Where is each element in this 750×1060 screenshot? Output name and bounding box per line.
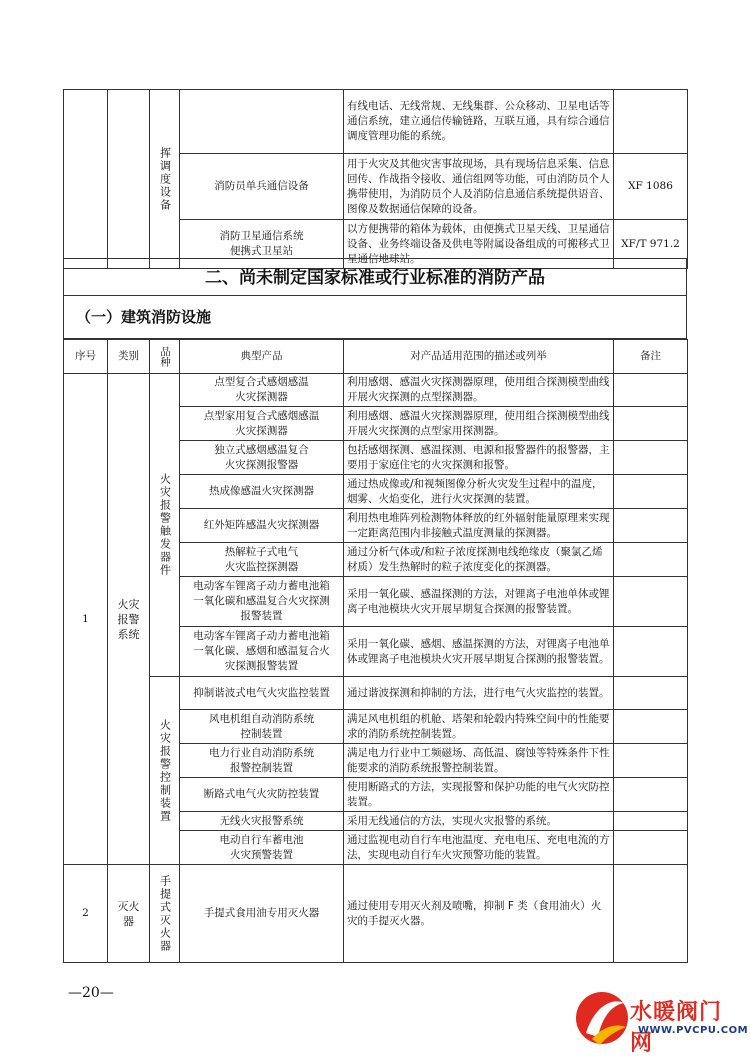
desc-cell: 利用热电堆阵列检测物体释放的红外辐射能量原理来实现一定距离范围内非接触式温度测量的探测器。 xyxy=(344,509,614,543)
header-desc: 对产品适用范围的描述或列举 xyxy=(344,340,614,374)
watermark-name: 水暖阀门网 xyxy=(630,1000,723,1056)
note-cell xyxy=(614,407,688,441)
note-cell: XF/T 971.2 xyxy=(614,220,688,269)
product-cell: 热成像感温火灾探测器 xyxy=(180,475,344,509)
desc-cell: 使用断路式的方法，实现报警和保护功能的电气火灾防控装置。 xyxy=(344,778,614,812)
desc-cell: 通过分析气体或/和粒子浓度探测电线绝缘皮（聚氯乙烯材质）发生热解时的粒子浓度变化的探测器。 xyxy=(344,543,614,577)
desc-cell: 满足风电机组的机舱、塔架和轮毂内特殊空间中的性能要求的消防系统控制装置。 xyxy=(344,710,614,744)
kind-control: 火灾报警控制装置 xyxy=(150,677,180,865)
note-cell xyxy=(614,710,688,744)
note-cell xyxy=(614,509,688,543)
page-number: —20— xyxy=(68,985,114,1001)
product-cell: 抑制谐波式电气火灾监控装置 xyxy=(180,677,344,710)
header-kind: 品种 xyxy=(150,340,180,374)
communication-equipment-table xyxy=(63,89,688,269)
header-type: 类别 xyxy=(108,340,150,374)
desc-cell: 利用感烟、感温火灾探测器原理，使用组合探测模型曲线开展火灾探测的点型家用探测器。 xyxy=(344,407,614,441)
desc-cell: 采用一氧化碳、感烟、感温探测的方法，对锂离子电池单体或锂离子电池模块火灾开展早期复合探测的报警装置。 xyxy=(344,627,614,677)
watermark xyxy=(572,985,749,1056)
desc-cell: 通过监视电动自行车电池温度、充电电压、充电电流的方法，实现电动自行车火灾预警功能的装置。 xyxy=(344,831,614,865)
product-cell: 电力行业自动消防系统 报警控制装置 xyxy=(180,744,344,778)
section-title: 二、尚未制定国家标准或行业标准的消防产品 xyxy=(63,258,687,296)
group-no: 2 xyxy=(64,865,108,963)
fire-products-table xyxy=(63,339,688,963)
group-no: 1 xyxy=(64,374,108,865)
header-product: 典型产品 xyxy=(180,340,344,374)
header-note: 备注 xyxy=(614,340,688,374)
note-cell xyxy=(614,374,688,407)
subsection-title: （一）建筑消防设施 xyxy=(63,296,687,339)
desc-cell: 包括感烟探测、感温探测、电源和报警器件的报警器，主要用于家庭住宅的火灾探测和报警。 xyxy=(344,441,614,475)
note-cell xyxy=(614,90,688,154)
note-cell xyxy=(614,744,688,778)
product-cell: 电动自行车蓄电池 火灾预警装置 xyxy=(180,831,344,865)
product-cell: 独立式感烟感温复合 火灾探测报警器 xyxy=(180,441,344,475)
product-cell: 断路式电气火灾防控装置 xyxy=(180,778,344,812)
product-cell: 热解粒子式电气 火灾监控探测器 xyxy=(180,543,344,577)
group-type: 火灾 报警 系统 xyxy=(108,374,150,865)
watermark-url: WWW.PVCPU.COM xyxy=(638,1025,749,1036)
desc-cell: 有线电话、无线常规、无线集群、公众移动、卫星电话等通信系统，建立通信传输链路，互联互通，具有综合通信调度管理功能的系统。 xyxy=(344,90,614,154)
watermark-logo-icon xyxy=(572,987,632,1049)
product-cell: 消防卫星通信系统 便携式卫星站 xyxy=(180,220,344,269)
kind-extinguisher: 手提式灭火器 xyxy=(150,865,180,963)
product-cell: 无线火灾报警系统 xyxy=(180,812,344,831)
product-cell: 红外矩阵感温火灾探测器 xyxy=(180,509,344,543)
desc-cell: 满足电力行业中工频磁场、高低温、腐蚀等特殊条件下性能要求的消防系统报警控制装置。 xyxy=(344,744,614,778)
desc-cell: 用于火灾及其他灾害事故现场，具有现场信息采集、信息回传、作战指令接收、通信组网等功能，可由消防员个人携带使用，为消防员个人及消防信息通信系统提供语音、图像及数据通信保障的设备。 xyxy=(344,154,614,220)
note-cell xyxy=(614,831,688,865)
note-cell xyxy=(614,543,688,577)
product-cell: 电动客车锂离子动力蓄电池箱 一氧化碳、感烟和感温复合火 灾探测报警装置 xyxy=(180,627,344,677)
product-cell: 手提式食用油专用灭火器 xyxy=(180,865,344,963)
empty-no-cell xyxy=(64,90,108,269)
desc-cell: 利用感烟、感温火灾探测器原理，使用组合探测模型曲线开展火灾探测的点型探测器。 xyxy=(344,374,614,407)
desc-cell: 以方便携带的箱体为载体，由便携式卫星天线、卫星通信设备、业务终端设备及供电等附属设备组成的可搬移式卫星通信地球站。 xyxy=(344,220,614,269)
note-cell: XF 1086 xyxy=(614,154,688,220)
group-type: 灭火 器 xyxy=(108,865,150,963)
note-cell xyxy=(614,677,688,710)
product-cell: 点型家用复合式感烟感温 火灾探测器 xyxy=(180,407,344,441)
product-cell: 电动客车锂离子动力蓄电池箱 一氧化碳和感温复合火灾探测 报警装置 xyxy=(180,577,344,627)
desc-cell: 通过使用专用灭火剂及喷嘴，抑制 F 类（食用油火）火灾的手提灭火器。 xyxy=(344,865,614,963)
note-cell xyxy=(614,865,688,963)
note-cell xyxy=(614,577,688,627)
desc-cell: 通过热成像或/和视频图像分析火灾发生过程中的温度，烟雾、火焰变化，进行火灾探测的装置。 xyxy=(344,475,614,509)
desc-cell: 采用一氧化碳、感温探测的方法，对锂离子电池单体或锂离子电池模块火灾开展早期复合探测的报警装置。 xyxy=(344,577,614,627)
product-cell: 点型复合式感烟感温 火灾探测器 xyxy=(180,374,344,407)
header-no: 序号 xyxy=(64,340,108,374)
kind-trigger: 火灾报警触发器件 xyxy=(150,374,180,677)
kind-cell: 挥调度设备 xyxy=(150,90,180,269)
empty-type-cell xyxy=(108,90,150,269)
product-cell: 消防员单兵通信设备 xyxy=(180,154,344,220)
desc-cell: 通过谐波探测和抑制的方法，进行电气火灾监控的装置。 xyxy=(344,677,614,710)
note-cell xyxy=(614,441,688,475)
product-cell: 风电机组自动消防系统 控制装置 xyxy=(180,710,344,744)
note-cell xyxy=(614,627,688,677)
note-cell xyxy=(614,778,688,812)
desc-cell: 采用无线通信的方法，实现火灾报警的系统。 xyxy=(344,812,614,831)
note-cell xyxy=(614,475,688,509)
note-cell xyxy=(614,812,688,831)
product-cell xyxy=(180,90,344,154)
